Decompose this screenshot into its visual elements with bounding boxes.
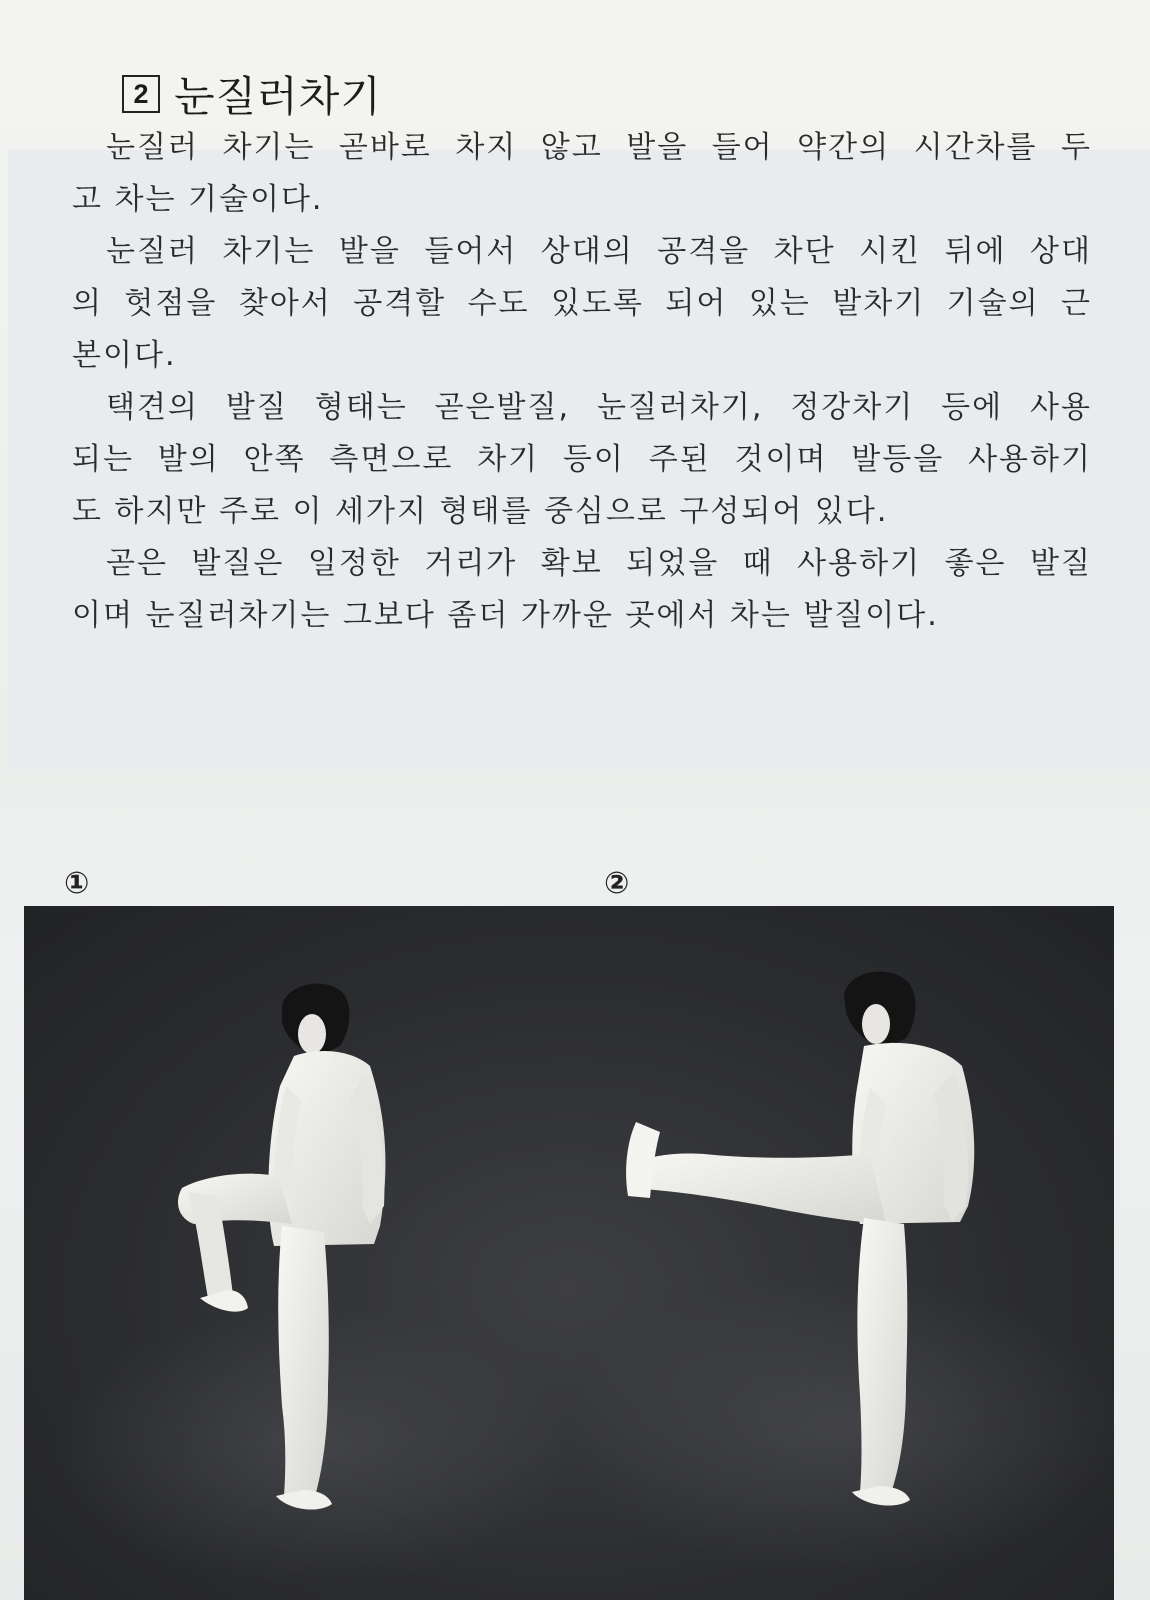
figure-2-front-kick (564, 972, 1114, 1576)
paragraph-2-line-1: 눈질러 차기는 발을 들어서 상대의 공격을 차단 시킨 뒤에 상대 (106, 234, 1092, 269)
kick-figures-illustration (24, 906, 1114, 1600)
section-number-box: 2 (122, 75, 160, 113)
figure-1-knee-raise (54, 984, 574, 1586)
paragraph-1-line-2: 고 차는 기술이다. (72, 182, 324, 217)
paragraph-4-line-2: 이며 눈질러차기는 그보다 좀더 가까운 곳에서 차는 발질이다. (72, 598, 939, 633)
paragraph-2-line-3: 본이다. (72, 338, 177, 373)
paragraph-1-line-1: 눈질러 차기는 곧바로 차지 않고 발을 들어 약간의 시간차를 두 (106, 130, 1092, 165)
paragraph-3-line-3: 도 하지만 주로 이 세가지 형태를 중심으로 구성되어 있다. (72, 494, 889, 529)
paragraph-4-line-1: 곧은 발질은 일정한 거리가 확보 되었을 때 사용하기 좋은 발질 (106, 546, 1092, 581)
paragraph-3-line-1: 택견의 발질 형태는 곧은발질, 눈질러차기, 정강차기 등에 사용 (106, 390, 1092, 425)
paragraph-2-line-2: 의 헛점을 찾아서 공격할 수도 있도록 되어 있는 발차기 기술의 근 (72, 286, 1092, 321)
body-text (72, 122, 1092, 642)
section-title: 눈질러차기 (174, 72, 382, 121)
section-heading (122, 64, 382, 124)
kick-demonstration-photo (24, 906, 1114, 1600)
paragraph-3-line-2: 되는 발의 안쪽 측면으로 차기 등이 주된 것이며 발등을 사용하기 (72, 442, 1092, 477)
photo-label-2: ② (604, 866, 630, 901)
photo-label-1: ① (64, 866, 90, 901)
